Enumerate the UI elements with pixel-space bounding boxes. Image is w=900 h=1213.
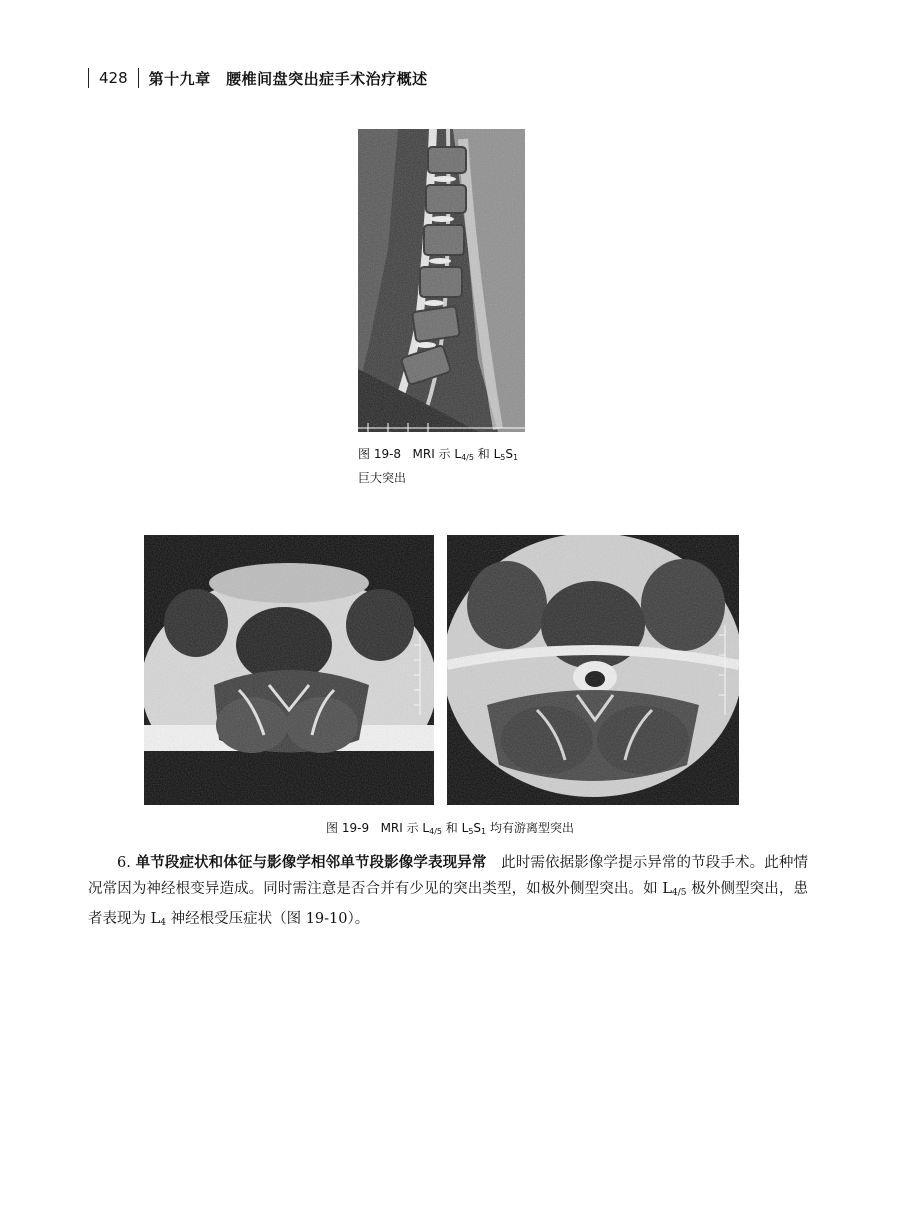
- caption-subscript: 5: [500, 453, 506, 462]
- figure-19-8-caption: [358, 444, 558, 488]
- caption-text: S: [473, 821, 482, 835]
- running-header: [88, 66, 428, 90]
- paragraph-text: 神经根受压症状（图 19-10）。: [165, 911, 370, 927]
- mri-axial-image-right: [447, 535, 739, 805]
- figure-19-9-caption: [0, 818, 900, 842]
- caption-text: MRI 示 L: [412, 447, 462, 461]
- caption-text: S: [505, 447, 513, 461]
- caption-label: 图 19-8: [358, 447, 402, 461]
- caption-text: 和 L: [441, 821, 469, 835]
- paragraph-text: 此时需依据影像学提示异常的节段手术。此种情况常因为神经根变异造成。同时需注意是否合并有少见的突出类型，如极外侧型突出。如 L: [88, 855, 809, 897]
- paragraph-number: 6.: [117, 855, 131, 871]
- paragraph-subscript: 4/5: [672, 888, 687, 898]
- header-rule: [88, 68, 89, 88]
- header-rule: [138, 68, 139, 88]
- mri-sagittal-image: [358, 129, 525, 432]
- caption-subscript: 5: [468, 827, 474, 836]
- page-number: 428: [99, 69, 128, 87]
- caption-text: 和 L: [473, 447, 501, 461]
- caption-subscript: 1: [481, 827, 487, 836]
- caption-line-2: 巨大突出: [358, 471, 407, 485]
- mri-axial-image-left: [144, 535, 434, 805]
- caption-subscript: 4/5: [461, 453, 474, 462]
- caption-subscript: 1: [512, 453, 519, 462]
- caption-subscript: 4/5: [429, 827, 442, 836]
- caption-text: MRI 示 L: [380, 821, 430, 835]
- paragraph-subscript: 4: [160, 918, 166, 928]
- caption-text: 均有游离型突出: [486, 821, 574, 835]
- caption-label: 图 19-9: [326, 821, 370, 835]
- paragraph-text: 极外侧型突出，患者表现为 L: [88, 881, 808, 927]
- paragraph-lead: 单节段症状和体征与影像学相邻单节段影像学表现异常: [135, 855, 487, 871]
- body-paragraph: [88, 850, 808, 936]
- chapter-title: 第十九章 腰椎间盘突出症手术治疗概述: [148, 69, 428, 88]
